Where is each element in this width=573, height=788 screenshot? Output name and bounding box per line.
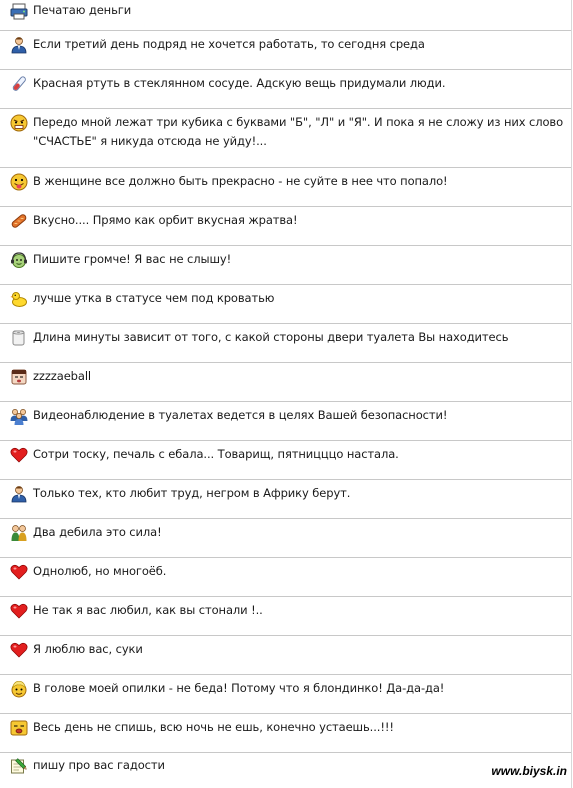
- status-text: Красная ртуть в стеклянном сосуде. Адскую вещь придумали люди.: [33, 76, 446, 90]
- status-item[interactable]: [0, 168, 571, 207]
- status-item[interactable]: [0, 714, 571, 753]
- angry-smiley-icon: [10, 114, 28, 132]
- status-text: Весь день не спишь, всю ночь не ешь, конечно устаешь...!!!: [33, 720, 394, 734]
- status-item[interactable]: [0, 402, 571, 441]
- status-item[interactable]: [0, 109, 571, 168]
- toilet-paper-icon: [10, 329, 28, 347]
- headphones-smiley-icon: [10, 251, 28, 269]
- two-people-icon: [10, 524, 28, 542]
- duck-icon: [10, 290, 28, 308]
- status-item[interactable]: [0, 0, 571, 31]
- status-item[interactable]: [0, 31, 571, 70]
- status-text: Печатаю деньги: [33, 3, 132, 17]
- status-text: лучше утка в статусе чем под кроватью: [33, 291, 275, 305]
- group-people-icon: [10, 407, 28, 425]
- status-text: Передо мной лежат три кубика с буквами "Б", "Л" и "Я". И пока я не сложу из них слово "СЧАСТЬЕ" я никуда отсюда не уйду!...: [33, 115, 564, 148]
- status-text: В голове моей опилки - не беда! Потому что я блондинко! Да-да-да!: [33, 681, 445, 695]
- blonde-smiley-icon: [10, 680, 28, 698]
- office-worker-icon: [10, 36, 28, 54]
- status-text: пишу про вас гадости: [33, 758, 165, 772]
- status-text: Только тех, кто любит труд, негром в Африку берут.: [33, 486, 351, 500]
- status-item[interactable]: [0, 636, 571, 675]
- status-item[interactable]: [0, 324, 571, 363]
- status-item[interactable]: [0, 363, 571, 402]
- status-text: В женщине все должно быть прекрасно - не суйте в нее что попало!: [33, 174, 448, 188]
- status-text: Сотри тоску, печаль с ебала... Товарищ, пятницццо настала.: [33, 447, 399, 461]
- status-item[interactable]: [0, 597, 571, 636]
- status-text: Пишите громче! Я вас не слышу!: [33, 252, 232, 266]
- status-item[interactable]: [0, 246, 571, 285]
- sausage-icon: [10, 212, 28, 230]
- tongue-smiley-icon: [10, 173, 28, 191]
- status-item[interactable]: [0, 441, 571, 480]
- status-text: Длина минуты зависит от того, с какой стороны двери туалета Вы находитесь: [33, 330, 509, 344]
- status-item[interactable]: [0, 70, 571, 109]
- tired-smiley-icon: [10, 719, 28, 737]
- status-item[interactable]: [0, 519, 571, 558]
- status-text: Не так я вас любил, как вы стонали !..: [33, 603, 263, 617]
- status-item[interactable]: [0, 480, 571, 519]
- heart-icon: [10, 602, 28, 620]
- heart-icon: [10, 563, 28, 581]
- status-text: Два дебила это сила!: [33, 525, 162, 539]
- status-text: Вкусно.... Прямо как орбит вкусная жратва!: [33, 213, 298, 227]
- status-item[interactable]: [0, 285, 571, 324]
- status-text: zzzzaeball: [33, 369, 92, 383]
- heart-icon: [10, 446, 28, 464]
- test-tube-icon: [10, 75, 28, 93]
- sleepy-face-icon: [10, 368, 28, 386]
- status-item[interactable]: [0, 558, 571, 597]
- notepad-pencil-icon: [10, 757, 28, 775]
- site-watermark: www.biysk.in: [491, 764, 567, 778]
- status-text: Однолюб, но многоёб.: [33, 564, 167, 578]
- status-text: Я люблю вас, суки: [33, 642, 143, 656]
- office-worker-icon: [10, 485, 28, 503]
- status-text: Видеонаблюдение в туалетах ведется в целях Вашей безопасности!: [33, 408, 448, 422]
- status-item[interactable]: [0, 753, 571, 788]
- heart-icon: [10, 641, 28, 659]
- status-item[interactable]: [0, 675, 571, 714]
- status-item[interactable]: [0, 207, 571, 246]
- status-text: Если третий день подряд не хочется работать, то сегодня среда: [33, 37, 425, 51]
- printer-icon: [10, 2, 28, 20]
